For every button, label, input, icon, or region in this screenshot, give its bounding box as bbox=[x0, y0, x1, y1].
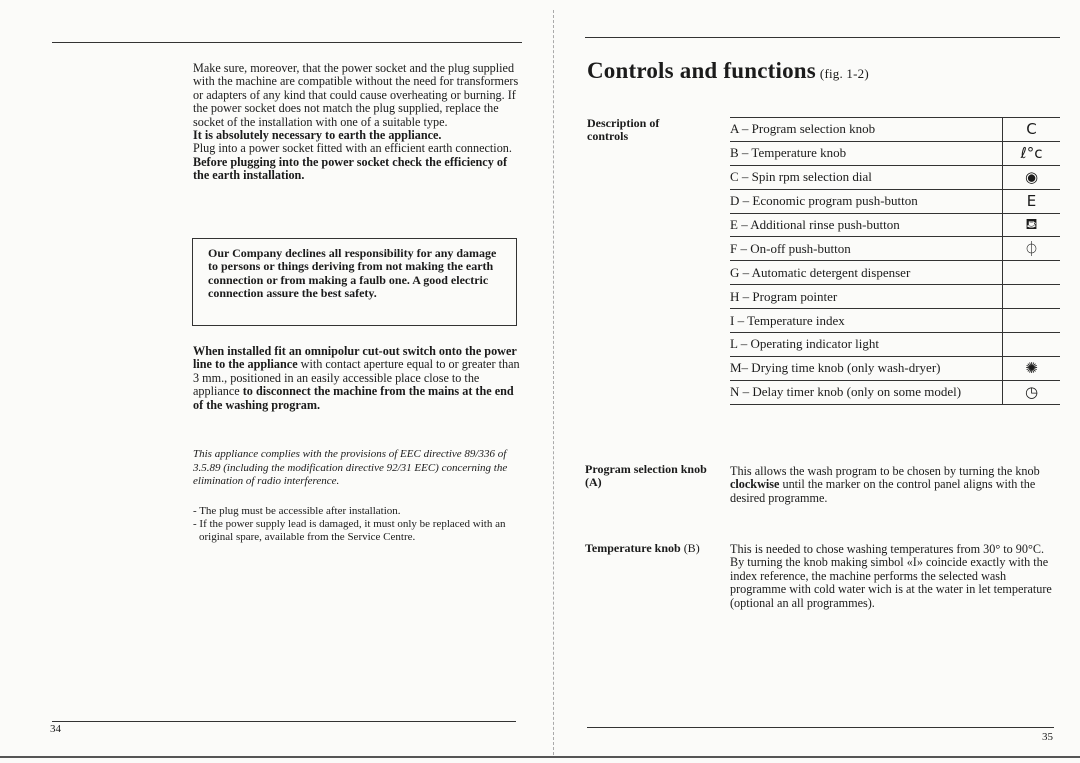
temperature-knob-description: This is needed to chose washing temperatures from 30° to 90°C. By turning the knob making simbol «I» coincide exactly with the index reference, the machine performs the selected wash programme with cold water wich is at the water in let temperature (optional an all programmes). bbox=[730, 542, 1052, 610]
socket-paragraph: Make sure, moreover, that the power socket and the plug supplied with the machine are compatible without the need for transformers or adapters of any kind that could cause overheating or burning. If the power socket does not match the plug supplied, replace the socket of the installation with one of a suitable type. bbox=[193, 61, 519, 129]
control-row bbox=[730, 285, 1060, 309]
left-body-top bbox=[193, 62, 523, 183]
control-symbol-icon bbox=[1003, 309, 1061, 333]
plug-note-1: - The plug must be accessible after installation. bbox=[193, 505, 401, 517]
control-symbol-icon: E bbox=[1003, 189, 1061, 213]
right-top-rule bbox=[585, 37, 1060, 38]
center-fold-line bbox=[553, 10, 554, 755]
control-symbol-icon bbox=[1003, 261, 1061, 285]
control-label: C – Spin rpm selection dial bbox=[730, 165, 1003, 189]
fig-reference: (fig. 1-2) bbox=[819, 66, 869, 81]
control-label: F – On-off push-button bbox=[730, 237, 1003, 261]
title-text: Controls and functions bbox=[587, 58, 816, 83]
control-row bbox=[730, 237, 1060, 261]
control-label: N – Delay timer knob (only on some model) bbox=[730, 380, 1003, 404]
control-symbol-icon: ⛾ bbox=[1003, 213, 1061, 237]
control-label: A – Program selection knob bbox=[730, 118, 1003, 142]
temperature-label-suffix: (B) bbox=[680, 541, 700, 555]
switch-normal-a: with contact aperture equal to or greater than 3 mm., positioned in an easily accessible place close to the appliance bbox=[193, 357, 520, 399]
program-text-b: until the marker on the control panel aligns with the desired programme. bbox=[730, 477, 1036, 505]
program-knob-label: Program selection knob (A) bbox=[585, 462, 707, 490]
control-symbol-icon: ◷ bbox=[1003, 380, 1061, 404]
program-knob-description bbox=[730, 465, 1060, 505]
earth-warning: It is absolutely necessary to earth the appliance. bbox=[193, 128, 442, 143]
eec-compliance-note: This appliance complies with the provisions of EEC directive 89/336 of 3.5.89 (including the modification directive 92/31 EEC) concerning the elimination of radio interference. bbox=[193, 448, 508, 487]
right-bottom-rule bbox=[587, 727, 1054, 728]
control-row bbox=[730, 309, 1060, 333]
control-row bbox=[730, 165, 1060, 189]
control-label: I – Temperature index bbox=[730, 309, 1003, 333]
control-symbol-icon bbox=[1003, 333, 1061, 357]
earth-connection-paragraph: Plug into a power socket fitted with an efficient earth connection. bbox=[193, 141, 512, 156]
description-label: Description of controls bbox=[587, 116, 660, 143]
program-text-a: This allows the wash program to be chosen by turning the knob bbox=[730, 464, 1040, 478]
control-row bbox=[730, 118, 1060, 142]
control-row bbox=[730, 356, 1060, 380]
page-title bbox=[587, 58, 869, 84]
control-row bbox=[730, 333, 1060, 357]
page-bottom-edge bbox=[0, 756, 1080, 758]
control-row bbox=[730, 261, 1060, 285]
earth-check-warning: Before plugging into the power socket check the efficiency of the earth installation. bbox=[193, 154, 508, 183]
control-row bbox=[730, 141, 1060, 165]
control-symbol-icon: ⏀ bbox=[1003, 237, 1061, 261]
control-label: H – Program pointer bbox=[730, 285, 1003, 309]
switch-bold-b: to disconnect the machine from the mains at the end of the washing program. bbox=[193, 384, 514, 412]
control-row bbox=[730, 213, 1060, 237]
control-label: E – Additional rinse push-button bbox=[730, 213, 1003, 237]
temperature-knob-label bbox=[585, 542, 725, 555]
controls-table bbox=[730, 117, 1060, 405]
control-label: D – Economic program push-button bbox=[730, 189, 1003, 213]
control-symbol-icon: ◉ bbox=[1003, 165, 1061, 189]
control-symbol-icon: C bbox=[1003, 118, 1061, 142]
control-row bbox=[730, 189, 1060, 213]
page-number-right: 35 bbox=[1042, 731, 1053, 743]
switch-bold-a: When installed fit an omnipolur cut-out switch onto the power line to the appliance bbox=[193, 344, 517, 372]
control-symbol-icon bbox=[1003, 285, 1061, 309]
plug-notes bbox=[193, 505, 508, 544]
control-symbol-icon: ℓ°c bbox=[1003, 141, 1061, 165]
control-label: L – Operating indicator light bbox=[730, 333, 1003, 357]
left-top-rule bbox=[52, 42, 522, 43]
program-text-bold: clockwise bbox=[730, 477, 780, 492]
control-row bbox=[730, 380, 1060, 404]
control-label: G – Automatic detergent dispenser bbox=[730, 261, 1003, 285]
responsibility-notice-box bbox=[192, 238, 517, 326]
control-symbol-icon: ✺ bbox=[1003, 356, 1061, 380]
plug-note-2: - If the power supply lead is damaged, it must only be replaced with an original spare, available from the Service Centre. bbox=[193, 518, 506, 543]
left-bottom-rule bbox=[52, 721, 516, 722]
page-number-left: 34 bbox=[50, 723, 61, 735]
control-label: M– Drying time knob (only wash-dryer) bbox=[730, 356, 1003, 380]
temperature-label-text: Temperature knob bbox=[585, 541, 681, 555]
control-label: B – Temperature knob bbox=[730, 141, 1003, 165]
responsibility-notice-text: Our Company declines all responsibility for any damage to persons or things deriving from not making the earth connection or from making a faulb one. A good electric connection assure the best safety. bbox=[208, 246, 497, 301]
switch-paragraph bbox=[193, 345, 523, 412]
